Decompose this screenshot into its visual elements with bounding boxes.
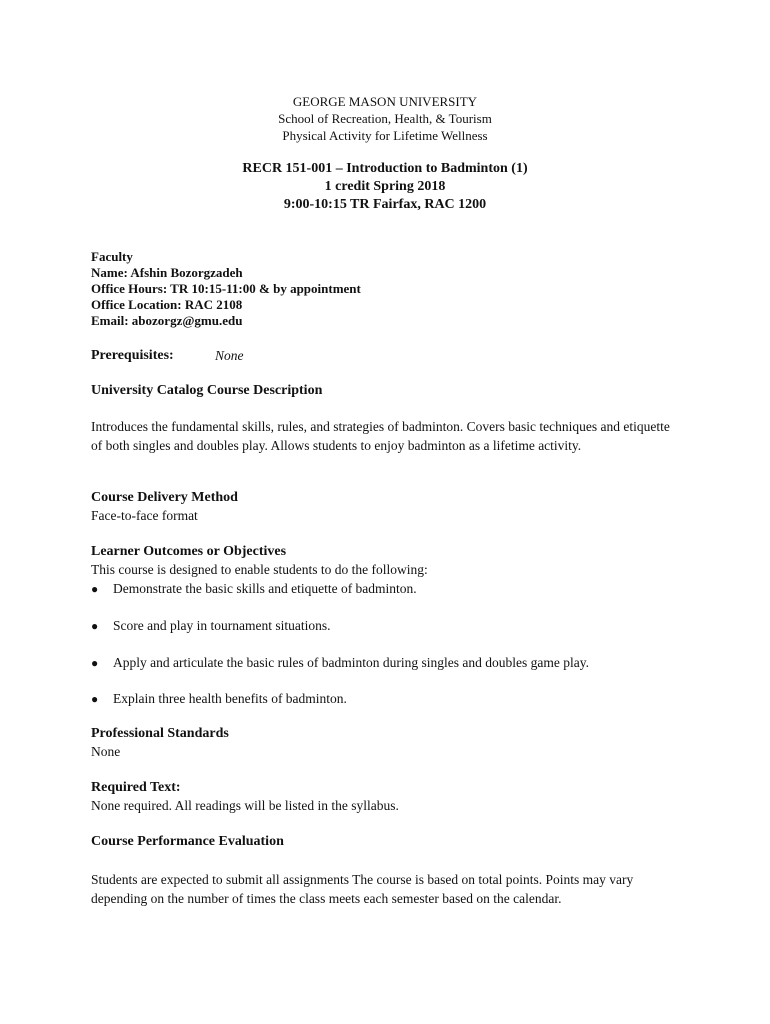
bullet-icon: ● bbox=[91, 582, 99, 596]
standards-heading: Professional Standards bbox=[91, 726, 229, 741]
bullet-icon: ● bbox=[91, 619, 99, 633]
catalog-description: Introduces the fundamental skills, rules, and strategies of badminton. Covers basic techniques and etiquette of both singles and doubles play. Allows students to enjoy badminton as a lifetime activity. bbox=[91, 419, 670, 453]
faculty-heading: Faculty bbox=[91, 249, 133, 264]
delivery-text: Face-to-face format bbox=[91, 508, 198, 523]
list-item bbox=[91, 654, 589, 672]
school-name: School of Recreation, Health, & Tourism bbox=[278, 111, 492, 126]
bullet-icon: ● bbox=[91, 656, 99, 670]
program-name: Physical Activity for Lifetime Wellness bbox=[282, 128, 488, 143]
list-item bbox=[91, 690, 347, 708]
prerequisites-label: Prerequisites: bbox=[91, 348, 174, 363]
course-schedule: 9:00-10:15 TR Fairfax, RAC 1200 bbox=[283, 197, 487, 212]
faculty-office-hours: Office Hours: TR 10:15-11:00 & by appointment bbox=[91, 281, 361, 296]
outcomes-intro: This course is designed to enable students to do the following: bbox=[91, 562, 428, 577]
standards-text: None bbox=[91, 744, 121, 759]
evaluation-heading: Course Performance Evaluation bbox=[91, 834, 284, 849]
faculty-name: Name: Afshin Bozorgzadeh bbox=[91, 265, 243, 280]
bullet-icon: ● bbox=[91, 692, 99, 706]
required-text-body: None required. All readings will be listed in the syllabus. bbox=[91, 798, 399, 813]
outcome-text: Demonstrate the basic skills and etiquette of badminton. bbox=[113, 581, 417, 596]
course-credit-term: 1 credit Spring 2018 bbox=[324, 179, 446, 194]
evaluation-text: Students are expected to submit all assignments The course is based on total points. Points may vary depending on the number of times the class meets each semester based on the calendar. bbox=[91, 872, 634, 906]
university-name: GEORGE MASON UNIVERSITY bbox=[292, 94, 478, 109]
list-item bbox=[91, 617, 330, 635]
outcome-text: Apply and articulate the basic rules of badminton during singles and doubles game play. bbox=[113, 655, 590, 670]
required-text-heading: Required Text: bbox=[91, 780, 181, 795]
faculty-office-location: Office Location: RAC 2108 bbox=[91, 297, 243, 312]
delivery-heading: Course Delivery Method bbox=[91, 490, 238, 505]
course-title: RECR 151-001 – Introduction to Badminton (1) bbox=[242, 161, 528, 176]
outcome-text: Score and play in tournament situations. bbox=[113, 618, 331, 633]
outcome-text: Explain three health benefits of badminton. bbox=[113, 691, 347, 706]
prerequisites-value: None bbox=[215, 348, 244, 363]
catalog-heading: University Catalog Course Description bbox=[91, 383, 323, 398]
outcomes-heading: Learner Outcomes or Objectives bbox=[91, 544, 287, 559]
list-item bbox=[91, 580, 417, 598]
faculty-email: Email: abozorgz@gmu.edu bbox=[91, 313, 243, 328]
